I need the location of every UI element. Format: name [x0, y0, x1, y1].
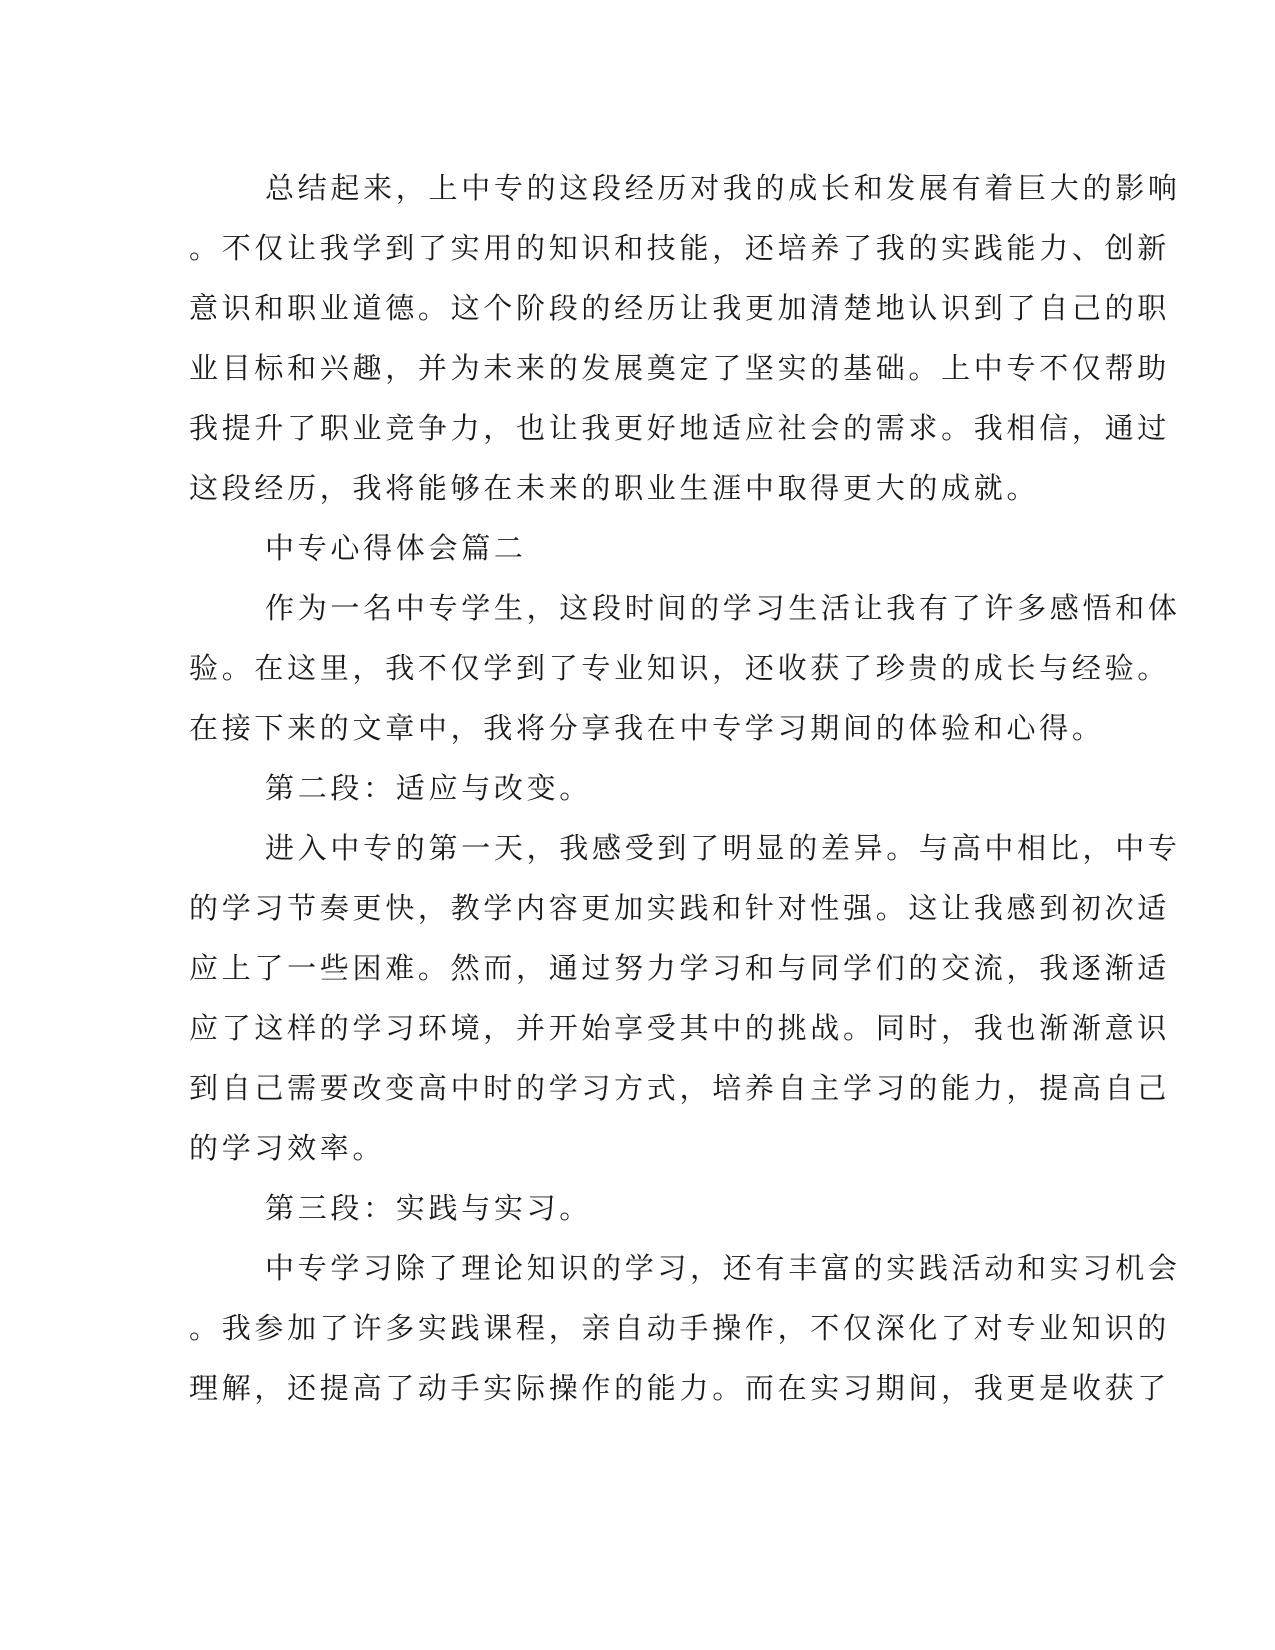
paragraph-line: 我提升了职业竞争力，也让我更好地适应社会的需求。我相信，通过 [189, 411, 1171, 445]
section-heading: 中专心得体会篇二 [265, 531, 527, 565]
paragraph-line: 在接下来的文章中，我将分享我在中专学习期间的体验和心得。 [189, 711, 1105, 745]
paragraph-line: 。我参加了许多实践课程，亲自动手操作，不仅深化了对专业知识的 [189, 1311, 1171, 1345]
document-body [189, 158, 1181, 1418]
paragraph-line: 作为一名中专学生，这段时间的学习生活让我有了许多感悟和体 [265, 591, 1181, 625]
paragraph-line: 这段经历，我将能够在未来的职业生涯中取得更大的成就。 [189, 471, 1040, 505]
paragraph-line: 意识和职业道德。这个阶段的经历让我更加清楚地认识到了自己的职 [189, 291, 1171, 325]
paragraph-line: 应上了一些困难。然而，通过努力学习和与同学们的交流，我逐渐适 [189, 951, 1171, 985]
paragraph-line: 理解，还提高了动手实际操作的能力。而在实习期间，我更是收获了 [189, 1371, 1171, 1405]
paragraph-line: 中专学习除了理论知识的学习，还有丰富的实践活动和实习机会 [265, 1251, 1181, 1285]
section-heading: 第二段：适应与改变。 [265, 771, 593, 805]
paragraph-line: 到自己需要改变高中时的学习方式，培养自主学习的能力，提高自己 [189, 1071, 1171, 1105]
paragraph-line: 的学习节奏更快，教学内容更加实践和针对性强。这让我感到初次适 [189, 891, 1171, 925]
paragraph-line: 验。在这里，我不仅学到了专业知识，还收获了珍贵的成长与经验。 [189, 651, 1171, 685]
paragraph-line: 。不仅让我学到了实用的知识和技能，还培养了我的实践能力、创新 [189, 231, 1171, 265]
paragraph-line: 应了这样的学习环境，并开始享受其中的挑战。同时，我也渐渐意识 [189, 1011, 1171, 1045]
paragraph-line: 的学习效率。 [189, 1131, 386, 1165]
paragraph-line: 进入中专的第一天，我感受到了明显的差异。与高中相比，中专 [265, 831, 1181, 865]
section-heading: 第三段：实践与实习。 [265, 1191, 593, 1225]
paragraph-line: 总结起来，上中专的这段经历对我的成长和发展有着巨大的影响 [265, 171, 1181, 205]
paragraph-line: 业目标和兴趣，并为未来的发展奠定了坚实的基础。上中专不仅帮助 [189, 351, 1171, 385]
